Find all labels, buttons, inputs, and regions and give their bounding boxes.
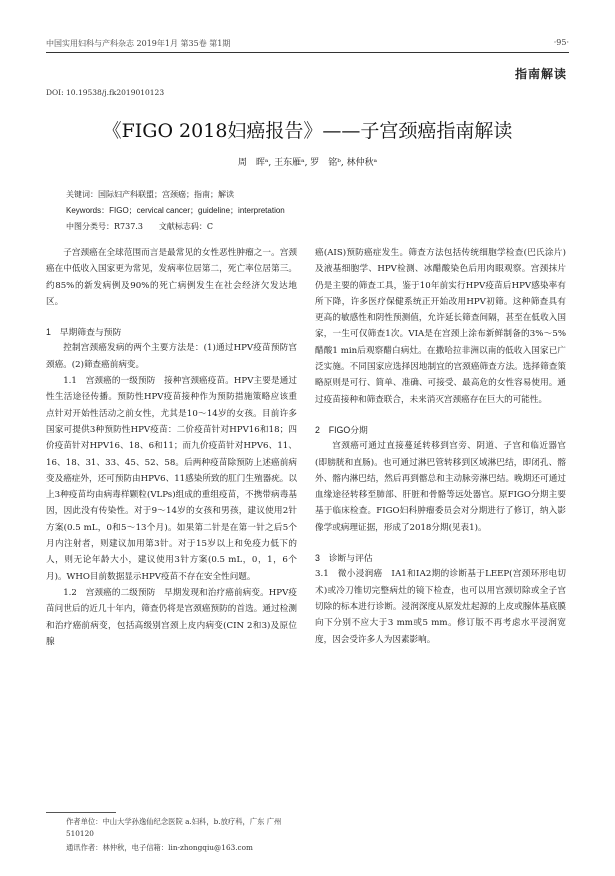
section-heading: 1 早期筛查与预防 (46, 327, 122, 338)
doi-line: DOI: 10.19538/j.fk2019010123 (46, 88, 165, 97)
article-title: 《FIGO 2018妇癌报告》——子宫颈癌指南解读 (102, 120, 513, 142)
left-column (46, 245, 297, 650)
body-paragraph: 3.1 微小浸润癌 ⅠA1和ⅠA2期的诊断基于LEEP(宫颈环形电切术)或冷刀锥切完整病灶的镜下检查，也可以用宫颈切除或全子宫切除的标本进行诊断。浸润深度从原发灶起源的上皮或腺体基底膜向下分别不应大于3 mm或5 mm。修订版不再考虑水平浸润宽度，因会受许多人为因素影响。 (315, 569, 566, 645)
classification-line: 中图分类号：R737.3 文献标志码：C (66, 222, 214, 231)
keywords-chinese: 关键词：国际妇产科联盟；宫颈癌；指南；解读 (66, 190, 234, 199)
section-heading: 2 FIGO分期 (315, 424, 368, 435)
footnote-correspondence: 通讯作者：林仲秋，电子信箱：lin-zhongqiu@163.com (66, 843, 253, 852)
author-list: 周 晖ᵃ, 王东雁ᵃ, 罗 铭ᵇ, 林仲秋ᵃ (237, 158, 378, 168)
header-divider (46, 52, 569, 53)
footnote-affiliation: 作者单位：中山大学孙逸仙纪念医院 a.妇科，b.放疗科，广东 广州 510120 (66, 817, 282, 838)
body-paragraph: 1.2 宫颈癌的二级预防 早期发现和治疗癌前病变。HPV疫苗问世后的近几十年内，筛查仍将是宫颈癌预防的首选。通过检测和治疗癌前病变，包括高级别宫颈上皮内病变(CIN 2和3)及原位腺 (46, 587, 297, 647)
paragraph-gap (315, 408, 566, 422)
running-head: 中国实用妇科与产科杂志 2019年1月 第35卷 第1期 (46, 39, 231, 48)
section-heading: 3 诊断与评估 (315, 553, 373, 564)
right-column (315, 245, 566, 648)
footnote-divider (46, 812, 116, 813)
body-paragraph: 癌(AIS)预防癌症发生。筛查方法包括传统细胞学检查(巴氏涂片)及液基细胞学、HPV检测、冰醋酸染色后用肉眼观察。宫颈抹片仍是主要的筛查工具，鉴于10年前实行HPV疫苗后HPV感染率有所下降，许多医疗保健系统正开始改用HPV初筛。这种筛查具有更高的敏感性和阴性预测值，允许延长筛查间隔，甚至在低收入国家，一生可仅筛查1次。VIA是在宫颈上涂布新鲜制备的3%～5%醋酸1 min后观察醋白病灶。在撒哈拉非洲以南的低收入国家已广泛实施。不同国家应选择因地制宜的宫颈癌筛查方法。选择筛查策略原则是可行、简单、准确、可接受、最高危的女性容易使用。通过疫苗接种和筛查联合，未来消灭宫颈癌存在巨大的可能性。 (315, 248, 566, 405)
body-paragraph: 控制宫颈癌发病的两个主要方法是：(1)通过HPV疫苗预防宫颈癌。(2)筛查癌前病变。 (46, 343, 297, 370)
body-paragraph: 宫颈癌可通过直接蔓延转移到宫旁、阴道、子宫和临近器官(即膀胱和直肠)。也可通过淋巴管转移到区域淋巴结，即闭孔、髂外、髂内淋巴结，然后再到髂总和主动脉旁淋巴结。晚期还可通过血缘途径转移至肺部、肝脏和骨骼等远处器官。原FIGO分期主要基于临床检查。FIGO妇科肿瘤委员会对分期进行了修订，纳入影像学或病理证据，形成了2018分期(见表1)。 (315, 441, 566, 533)
body-paragraph: 1.1 宫颈癌的一级预防 接种宫颈癌疫苗。HPV主要是通过性生活途径传播。预防性HPV疫苗接种作为预防措施策略应该重点针对开始性活动之前女性，尤其是10～14岁的女孩。目前许多国家可提供3种预防性HPV疫苗：二价疫苗针对HPV16和18；四价疫苗针对HPV16、18、6和11；而九价疫苗针对HPV6、11、16、18、31、33、45、52、58。后两种疫苗除预防上述癌前病变及癌症外，还可预防由HPV6、11感染所致的肛门生殖器疣。以上3种疫苗均由病毒样颗粒(VLPs)组成的重组疫苗，不携带病毒基因，因此没有传染性。对于9～14岁的女孩和男孩，建议使用2针方案(0.5 mL，0和5～13个月)。如果第二针是在第一针之后5个月内注射者，则建议加用第3针。对于15岁以上和免疫力低下的人，则无论年龄大小，建议使用3针方案(0.5 mL，0，1，6个月)。WHO目前数据显示HPV疫苗不存在安全性问题。 (46, 376, 297, 582)
body-paragraph: 子宫颈癌在全球范围而言是最常见的女性恶性肿瘤之一。宫颈癌在中低收入国家更为常见，发病率位居第二，死亡率位居第三。约85%的新发病例及90%的死亡病例发生在社会经济欠发达地区。 (46, 248, 297, 307)
keywords-english: Keywords：FIGO；cervical cancer；guideline；interpretation (66, 206, 285, 215)
paragraph-gap (46, 310, 297, 324)
paragraph-gap (315, 536, 566, 550)
page-number: ·95· (553, 38, 569, 47)
section-tag: 指南解读 (514, 67, 567, 81)
